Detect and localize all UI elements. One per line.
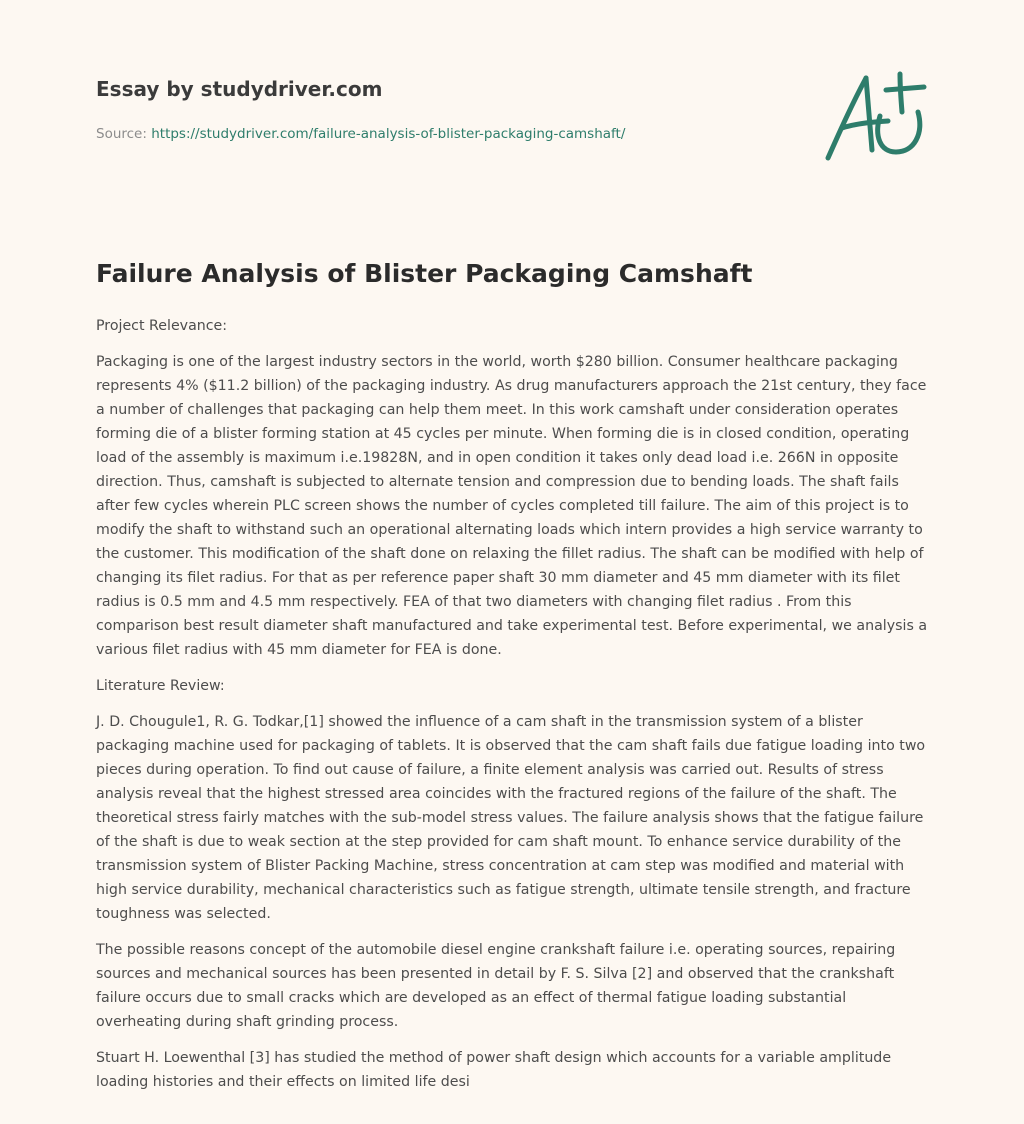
a-plus-logo-icon — [820, 66, 930, 166]
source-line — [96, 124, 796, 144]
section-heading-literature-review: Literature Review: — [96, 678, 225, 694]
paragraph: Packaging is one of the largest industry sectors in the world, worth $280 billion. Consumer healthcare packaging represents 4% ($11.2 billion) of the packaging industry. As drug manufacturers approach the 21st century, they face a number of challenges that packaging can help them meet. In this work camshaft under consideration operates forming die of a blister forming station at 45 cycles per minute. When forming die is in closed condition, operating load of the assembly is maximum i.e.19828N, and in open condition it takes only dead load i.e. 266N in opposite direction. Thus, camshaft is subjected to alternate tension and compression due to bending loads. The shaft fails after few cycles wherein PLC screen shows the number of cycles completed till failure. The aim of this project is to modify the shaft to withstand such an operational alternating loads which intern provides a high service warranty to the customer. This modification of the shaft done on relaxing the fillet radius. The shaft can be modified with help of changing its filet radius. For that as per reference paper shaft 30 mm diameter and 45 mm diameter with its filet radius is 0.5 mm and 4.5 mm respectively. FEA of that two diameters with changing filet radius . From this comparison best result diameter shaft manufactured and take experimental test. Before experimental, we analysis a various filet radius with 45 mm diameter for FEA is done. — [96, 354, 928, 658]
paragraph: J. D. Chougule1, R. G. Todkar,[1] showed the influence of a cam shaft in the transmission system of a blister packaging machine used for packaging of tablets. It is observed that the cam shaft fails due fatigue loading into two pieces during operation. To find out cause of failure, a finite element analysis was carried out. Results of stress analysis reveal that the highest stressed area coincides with the fractured regions of the failure of the shaft. The theoretical stress fairly matches with the sub-model stress values. The failure analysis shows that the fatigue failure of the shaft is due to weak section at the step provided for cam shaft mount. To enhance service durability of the transmission system of Blister Packing Machine, stress concentration at cam step was modified and material with high service durability, mechanical characteristics such as fatigue strength, ultimate tensile strength, and fracture toughness was selected. — [96, 714, 926, 922]
essay-header — [96, 74, 796, 144]
brand-title: Essay by studydriver.com — [96, 77, 383, 101]
paragraph: The possible reasons concept of the automobile diesel engine crankshaft failure i.e. operating sources, repairing sources and mechanical sources has been presented in detail by F. S. Silva [2] and observed that the crankshaft failure occurs due to small cracks which are developed as an effect of thermal fatigue loading substantial overheating during shaft grinding process. — [96, 942, 896, 1030]
source-link[interactable]: https://studydriver.com/failure-analysis-of-blister-packaging-camshaft/ — [151, 126, 626, 142]
page-title: Failure Analysis of Blister Packaging Camshaft — [96, 259, 753, 288]
paragraph: Stuart H. Loewenthal [3] has studied the method of power shaft design which accounts for a variable amplitude loading histories and their effects on limited life desi — [96, 1050, 892, 1090]
section-heading-project-relevance: Project Relevance: — [96, 318, 228, 334]
essay-body — [96, 314, 932, 1106]
source-label: Source: — [96, 126, 152, 142]
